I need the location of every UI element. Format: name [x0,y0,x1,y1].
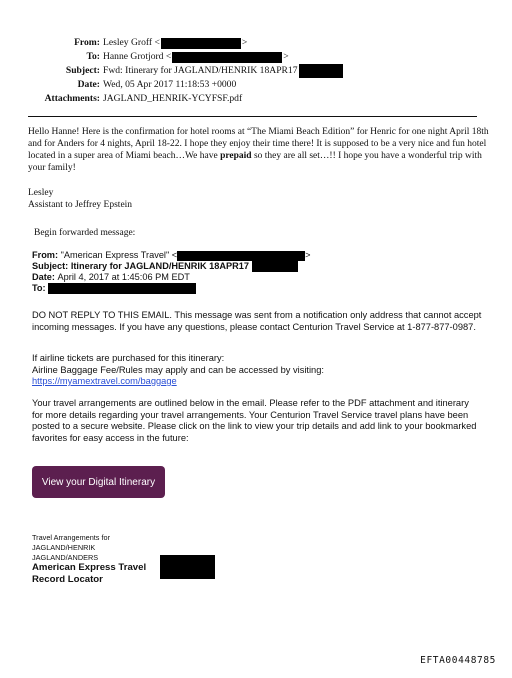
arrangements-title: Travel Arrangements for [32,533,110,542]
redaction-box [160,555,215,579]
baggage-notice [32,353,482,388]
fwd-from-label: From: [32,250,59,260]
header-divider [28,116,477,117]
redaction-box [252,261,298,272]
view-itinerary-button[interactable]: View your Digital Itinerary [32,466,165,498]
attachment-name: JAGLAND_HENRIK-YCYFSF.pdf [103,93,243,104]
redaction-box [299,64,343,78]
message-text-a: Hello Hanne! Here is the confirmation for hotel rooms at “The Miami Beach Edition” for Henric for one night April 18th and for Anders for 4 nights, April 18-22. I hope they enjoy their time there! It is supposed to be a very nice and fun hotel located in a super area of Miami beach…We have [28,127,489,161]
travel-arrangements [32,533,110,563]
redaction-box [48,283,196,294]
header-from-row [0,36,512,50]
fwd-date-value: April 4, 2017 at 1:45:06 PM EDT [57,272,190,282]
message-bold: prepaid [220,151,252,161]
redaction-box [177,251,305,261]
to-close: > [283,51,289,62]
amex-line-2: Record Locator [32,574,103,585]
from-label: From: [74,37,100,48]
fwd-date-row [32,272,311,283]
fwd-from-value: "American Express Travel" < [60,250,178,260]
baggage-link[interactable]: https://myamextravel.com/baggage [32,376,177,386]
to-value: Hanne Grotjord < [103,51,172,62]
subject-label: Subject: [65,65,100,76]
to-label: To: [86,51,100,62]
fwd-to-label: To: [32,283,46,293]
header-subject-row [0,64,512,78]
fwd-from-close: > [305,250,311,260]
fwd-date-label: Date: [32,272,55,282]
signature-title: Assistant to Jeffrey Epstein [28,200,133,210]
no-reply-notice: DO NOT REPLY TO THIS EMAIL. This message was sent from a notification only address that cannot accept incoming messages. If you have any questions, please contact Centurion Travel Service at 1-877-877-0987. [32,310,482,332]
fwd-to-row [32,283,311,294]
arrangements-notice: Your travel arrangements are outlined below in the email. Please refer to the PDF attachment and itinerary for more details regarding your travel arrangements. Your Centurion Travel Service travel plans have been posted to a secure website. Please click on the link to view your trip details and add link to your bookmarked favorites for easy access in the future: [32,398,477,443]
email-header [0,36,512,106]
traveler-1: JAGLAND/HENRIK [32,543,96,552]
forwarded-header [32,250,311,294]
traveler-2: JAGLAND/ANDERS [32,553,99,562]
baggage-line-2: Airline Baggage Fee/Rules may apply and can be accessed by visiting: [32,364,324,375]
signature-name: Lesley [28,188,54,198]
signature [28,187,132,211]
from-value: Lesley Groff < [103,37,160,48]
date-label: Date: [77,79,100,90]
message-paragraph [28,126,490,174]
header-to-row [0,50,512,64]
message-body [28,126,490,174]
date-value: Wed, 05 Apr 2017 11:18:53 +0000 [103,79,237,90]
header-date-row [0,78,512,92]
message-text-b: so they are all set…!! I hope you have a wonderful trip with your family! [28,151,482,173]
redaction-box [172,52,282,63]
fwd-subject-row [32,261,311,272]
attachments-label: Attachments: [44,93,100,104]
subject-value: Fwd: Itinerary for JAGLAND/HENRIK 18APR17 [103,65,298,76]
amex-line-1: American Express Travel [32,562,147,573]
header-attachments-row [0,92,512,106]
fwd-from-row [32,250,311,261]
fwd-subject-label: Subject: [32,261,69,271]
record-locator-label [32,562,146,586]
begin-forwarded: Begin forwarded message: [34,228,136,238]
bates-number: EFTA00448785 [420,655,496,666]
redaction-box [161,38,241,49]
fwd-subject-value: Itinerary for JAGLAND/HENRIK 18APR17 [70,261,249,271]
baggage-line-1: If airline tickets are purchased for this itinerary: [32,353,225,363]
from-close: > [241,37,248,48]
